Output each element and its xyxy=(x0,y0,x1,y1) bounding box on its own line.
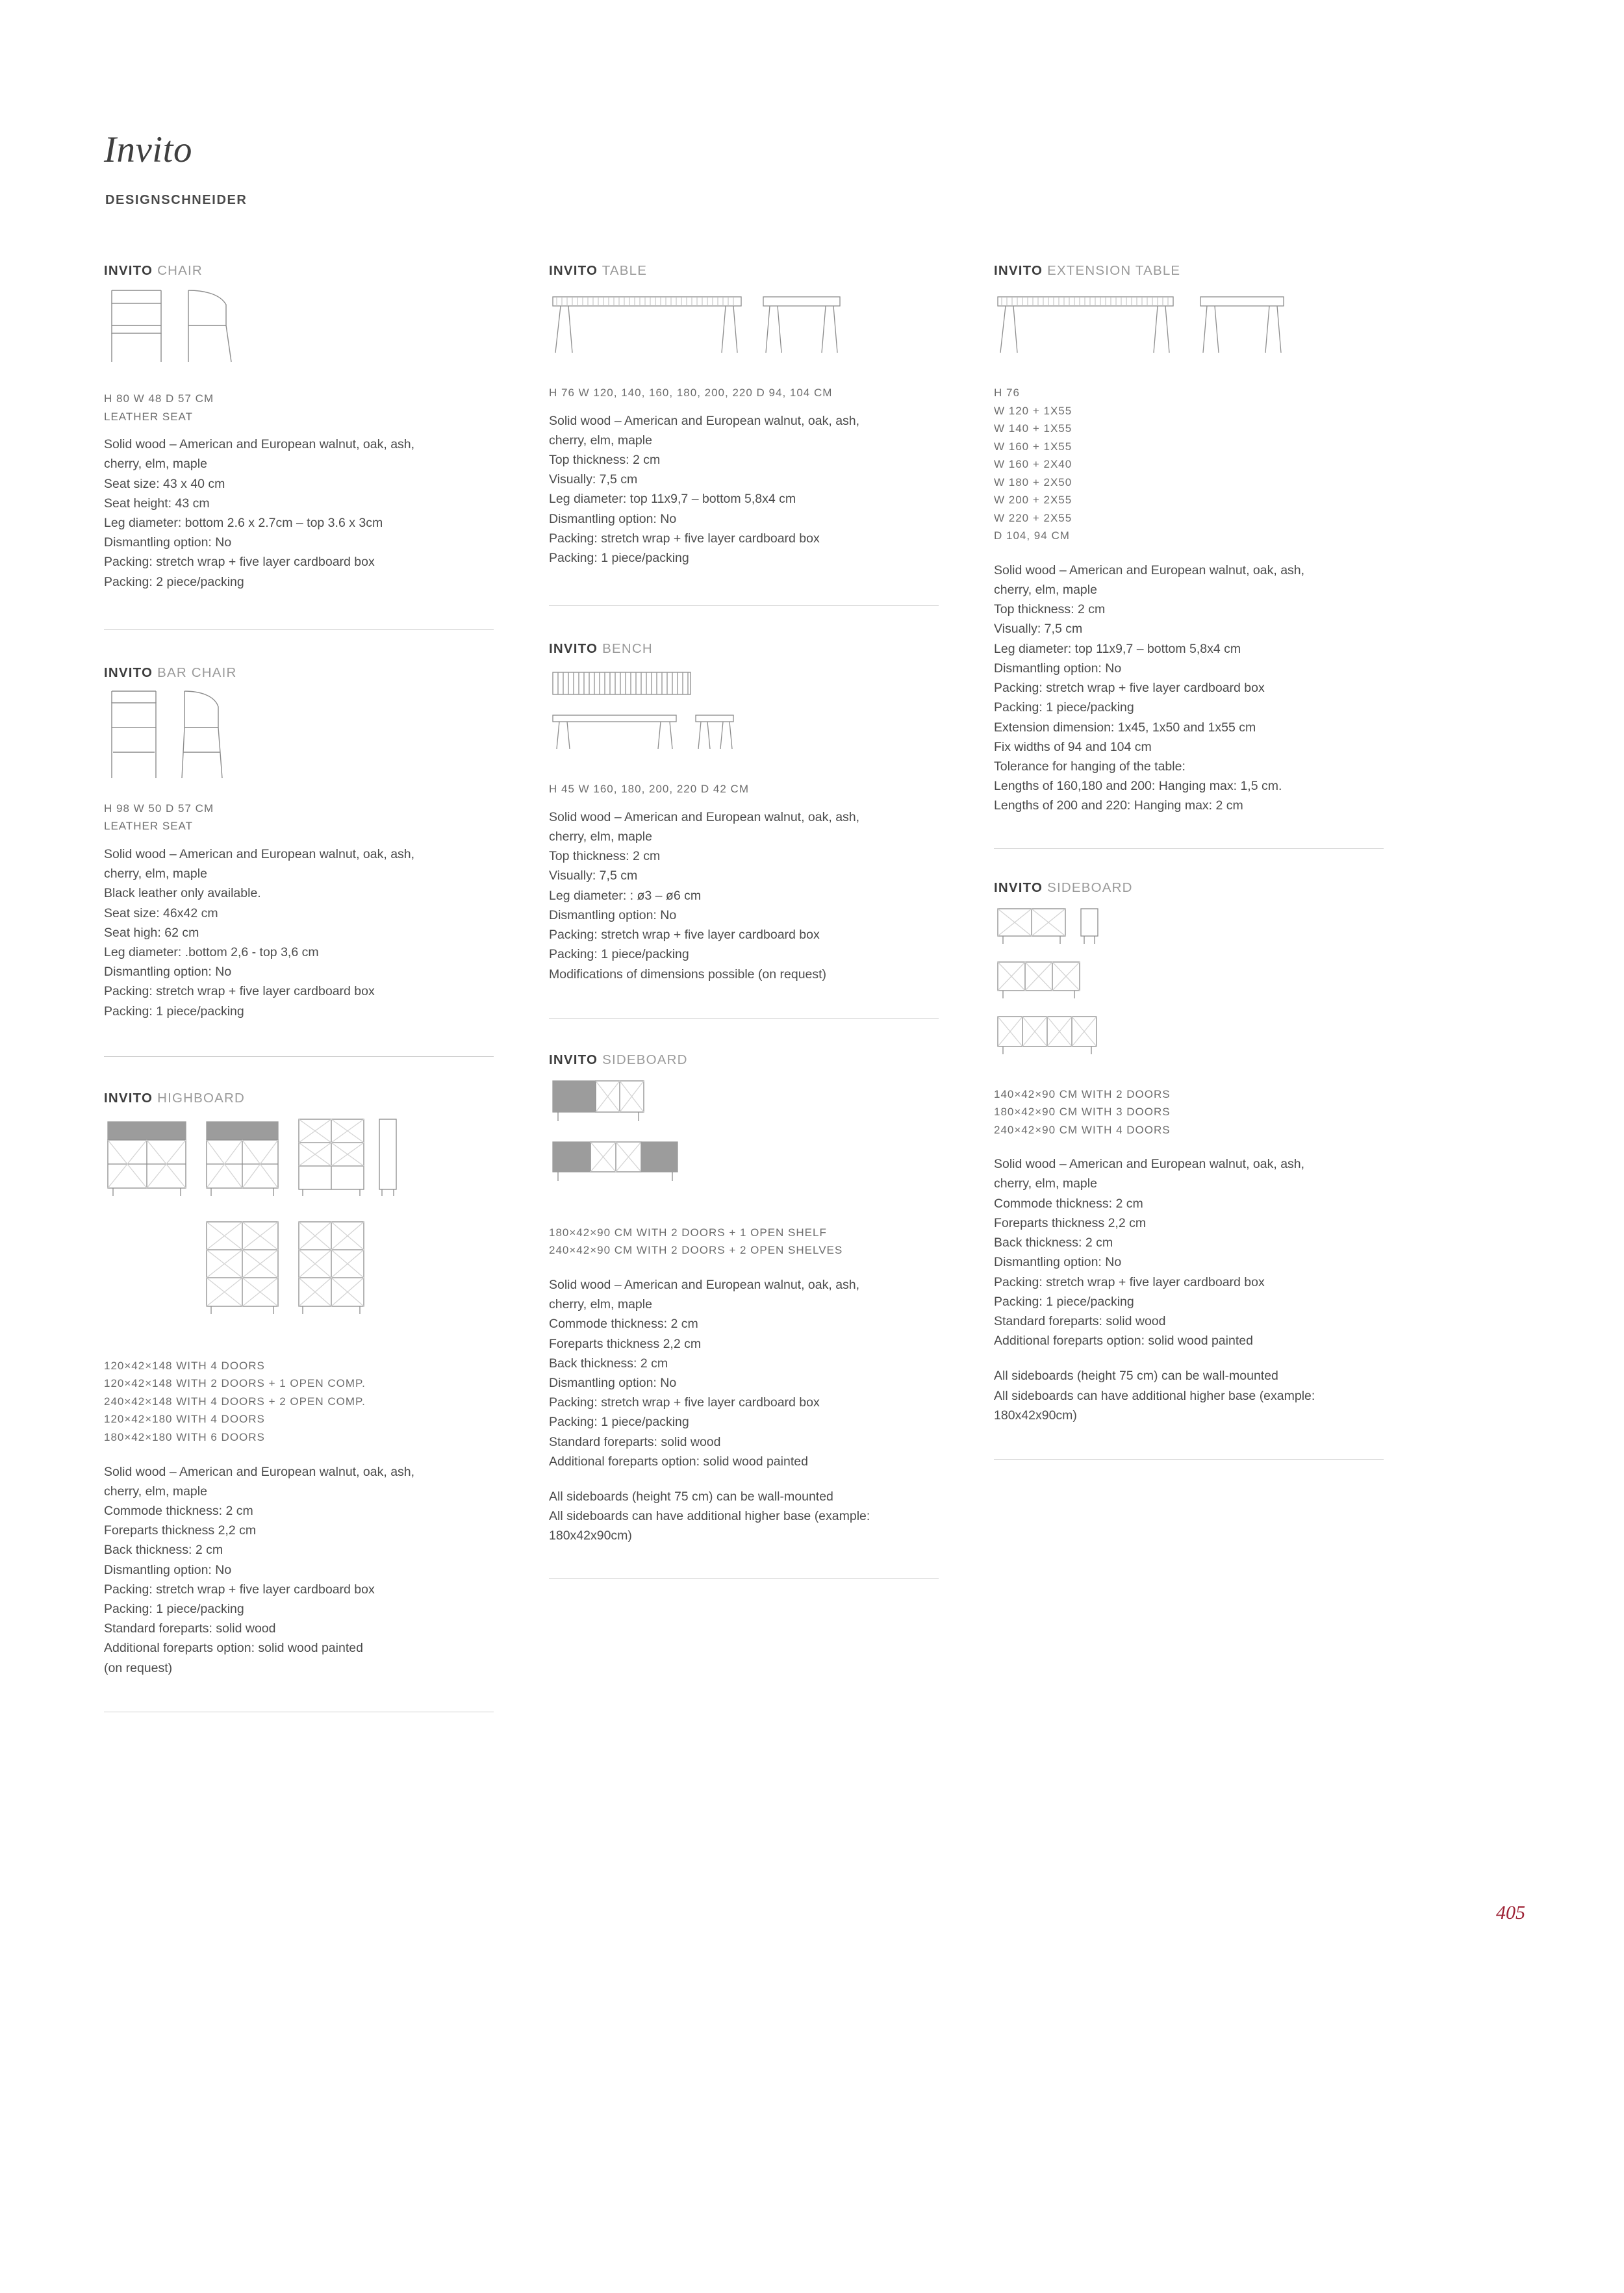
column-middle xyxy=(549,263,939,1579)
extension-table-dim-4: W 160 + 2X40 xyxy=(994,458,1072,471)
section-brand: INVITO xyxy=(104,263,153,278)
sideboard-mid-note-2: 180x42x90cm) xyxy=(549,1528,632,1543)
sideboard-mid-variant-0: 180×42×90 CM WITH 2 DOORS + 1 OPEN SHELF xyxy=(549,1226,827,1239)
sideboard-right-note-1: All sideboards can have additional higher base (example: xyxy=(994,1388,1315,1403)
highboard-spec-0: Solid wood – American and European walnut, oak, ash, xyxy=(104,1464,415,1479)
bar-chair-spec-1: cherry, elm, maple xyxy=(104,867,207,881)
highboard-variant-2: 240×42×148 WITH 4 DOORS + 2 OPEN COMP. xyxy=(104,1395,366,1408)
bar-chair-spec-2: Black leather only available. xyxy=(104,886,261,901)
extension-table-spec-5: Dismantling option: No xyxy=(994,661,1122,676)
sideboard-mid-note-0: All sideboards (height 75 cm) can be wall-mounted xyxy=(549,1489,833,1504)
divider xyxy=(549,1578,939,1579)
chair-dimensions: H 80 W 48 D 57 CM xyxy=(104,392,214,405)
section-heading-extension-table xyxy=(994,263,1384,279)
highboard-spec-1: cherry, elm, maple xyxy=(104,1484,207,1499)
bar-chair-spec-4: Seat high: 62 cm xyxy=(104,925,199,940)
extension-table-spec-2: Top thickness: 2 cm xyxy=(994,602,1106,617)
highboard-spec-2: Commode thickness: 2 cm xyxy=(104,1503,253,1518)
extension-table-dim-0: H 76 xyxy=(994,386,1020,399)
figure-extension-table xyxy=(994,285,1384,370)
sideboard-mid-spec-7: Packing: 1 piece/packing xyxy=(549,1415,689,1430)
extension-table-dim-5: W 180 + 2X50 xyxy=(994,475,1072,488)
section-table xyxy=(549,263,939,568)
sideboard-right-spec-6: Packing: stretch wrap + five layer cardboard box xyxy=(994,1274,1265,1289)
table-spec-3: Visually: 7,5 cm xyxy=(549,472,638,487)
section-brand: INVITO xyxy=(104,665,153,680)
figure-highboard xyxy=(104,1113,494,1347)
section-heading-bench xyxy=(549,641,939,657)
figure-sideboard-right xyxy=(994,902,1384,1078)
sideboard-mid-spec-8: Standard foreparts: solid wood xyxy=(549,1434,721,1449)
sideboard-right-spec-0: Solid wood – American and European walnut, oak, ash, xyxy=(994,1157,1305,1172)
bench-dimensions: H 45 W 160, 180, 200, 220 D 42 CM xyxy=(549,783,749,796)
section-brand: INVITO xyxy=(549,263,598,278)
sideboard-right-spec-8: Standard foreparts: solid wood xyxy=(994,1313,1166,1328)
figure-bar-chair xyxy=(104,687,494,788)
bar-chair-spec-6: Dismantling option: No xyxy=(104,965,232,980)
column-left xyxy=(104,263,494,1712)
chair-spec-6: Packing: stretch wrap + five layer cardboard box xyxy=(104,555,375,570)
sideboard-mid-spec-1: cherry, elm, maple xyxy=(549,1297,652,1312)
highboard-variant-0: 120×42×148 WITH 4 DOORS xyxy=(104,1359,265,1372)
section-brand: INVITO xyxy=(994,263,1043,278)
sideboard-mid-variant-1: 240×42×90 CM WITH 2 DOORS + 2 OPEN SHELVES xyxy=(549,1244,843,1257)
sideboard-right-spec-9: Additional foreparts option: solid wood painted xyxy=(994,1334,1253,1349)
section-bar-chair xyxy=(104,665,494,1021)
sideboard-right-variant-0: 140×42×90 CM WITH 2 DOORS xyxy=(994,1087,1171,1100)
extension-table-spec-0: Solid wood – American and European walnut, oak, ash, xyxy=(994,563,1305,577)
section-chair xyxy=(104,263,494,592)
section-brand: INVITO xyxy=(549,641,598,657)
bench-spec-3: Visually: 7,5 cm xyxy=(549,868,638,883)
extension-table-dim-8: D 104, 94 CM xyxy=(994,529,1070,542)
section-bench xyxy=(549,641,939,984)
bar-chair-spec-7: Packing: stretch wrap + five layer cardboard box xyxy=(104,984,375,999)
sideboard-right-note-2: 180x42x90cm) xyxy=(994,1408,1077,1423)
extension-table-spec-8: Extension dimension: 1x45, 1x50 and 1x55 cm xyxy=(994,720,1256,735)
chair-spec-4: Leg diameter: bottom 2.6 x 2.7cm – top 3.6 x 3cm xyxy=(104,515,383,530)
section-name: SIDEBOARD xyxy=(1047,880,1133,895)
highboard-spec-9: Additional foreparts option: solid wood painted xyxy=(104,1641,363,1656)
section-sideboard-right xyxy=(994,880,1384,1460)
figure-table xyxy=(549,285,939,370)
sideboard-mid-note-1: All sideboards can have additional higher base (example: xyxy=(549,1509,870,1524)
chair-spec-2: Seat size: 43 x 40 cm xyxy=(104,476,225,491)
highboard-variant-4: 180×42×180 WITH 6 DOORS xyxy=(104,1430,265,1443)
highboard-spec-5: Dismantling option: No xyxy=(104,1562,232,1577)
chair-dimensions-2: LEATHER SEAT xyxy=(104,410,194,423)
bench-spec-8: Modifications of dimensions possible (on request) xyxy=(549,967,827,982)
sideboard-mid-spec-9: Additional foreparts option: solid wood painted xyxy=(549,1454,808,1469)
extension-table-spec-4: Leg diameter: top 11x9,7 – bottom 5,8x4 cm xyxy=(994,641,1241,656)
table-spec-5: Dismantling option: No xyxy=(549,511,677,526)
highboard-spec-7: Packing: 1 piece/packing xyxy=(104,1602,244,1617)
divider xyxy=(994,1459,1384,1460)
bench-spec-0: Solid wood – American and European walnut, oak, ash, xyxy=(549,809,860,824)
sideboard-right-spec-7: Packing: 1 piece/packing xyxy=(994,1294,1134,1309)
bar-chair-spec-0: Solid wood – American and European walnut, oak, ash, xyxy=(104,846,415,861)
section-heading-chair xyxy=(104,263,494,279)
section-highboard xyxy=(104,1091,494,1712)
extension-table-dim-3: W 160 + 1X55 xyxy=(994,440,1072,453)
section-extension-table xyxy=(994,263,1384,816)
table-spec-2: Top thickness: 2 cm xyxy=(549,452,661,467)
chair-spec-7: Packing: 2 piece/packing xyxy=(104,574,244,589)
figure-bench xyxy=(549,663,939,774)
highboard-variant-3: 120×42×180 WITH 4 DOORS xyxy=(104,1413,265,1426)
bar-chair-spec-3: Seat size: 46x42 cm xyxy=(104,906,218,920)
bar-chair-spec-5: Leg diameter: .bottom 2,6 - top 3,6 cm xyxy=(104,944,319,959)
extension-table-spec-12: Lengths of 200 and 220: Hanging max: 2 cm xyxy=(994,798,1243,813)
sideboard-mid-spec-6: Packing: stretch wrap + five layer cardboard box xyxy=(549,1395,820,1410)
extension-table-spec-3: Visually: 7,5 cm xyxy=(994,622,1083,637)
extension-table-dim-7: W 220 + 2X55 xyxy=(994,511,1072,524)
sideboard-mid-spec-3: Foreparts thickness 2,2 cm xyxy=(549,1336,702,1351)
section-name: BENCH xyxy=(602,641,653,657)
extension-table-spec-10: Tolerance for hanging of the table: xyxy=(994,759,1186,774)
page-number: 405 xyxy=(1496,1902,1525,1923)
sideboard-right-note-0: All sideboards (height 75 cm) can be wall-mounted xyxy=(994,1369,1278,1384)
designer-name: DESIGNSCHNEIDER xyxy=(105,193,247,207)
extension-table-dim-1: W 120 + 1X55 xyxy=(994,404,1072,417)
highboard-spec-3: Foreparts thickness 2,2 cm xyxy=(104,1523,257,1538)
table-spec-0: Solid wood – American and European walnut, oak, ash, xyxy=(549,413,860,428)
section-heading-highboard xyxy=(104,1091,494,1106)
extension-table-spec-6: Packing: stretch wrap + five layer cardboard box xyxy=(994,681,1265,696)
section-heading-sideboard-middle xyxy=(549,1052,939,1068)
section-name: BAR CHAIR xyxy=(157,665,237,680)
bench-spec-1: cherry, elm, maple xyxy=(549,830,652,844)
figure-chair xyxy=(104,285,494,373)
table-dimensions: H 76 W 120, 140, 160, 180, 200, 220 D 94, 104 CM xyxy=(549,386,833,399)
sideboard-mid-spec-2: Commode thickness: 2 cm xyxy=(549,1317,698,1332)
figure-sideboard-middle xyxy=(549,1074,939,1217)
highboard-spec-10: (on request) xyxy=(104,1660,173,1675)
sideboard-right-spec-4: Back thickness: 2 cm xyxy=(994,1235,1113,1250)
section-brand: INVITO xyxy=(549,1052,598,1067)
section-heading-bar-chair xyxy=(104,665,494,681)
bench-spec-7: Packing: 1 piece/packing xyxy=(549,947,689,962)
sideboard-mid-spec-5: Dismantling option: No xyxy=(549,1375,677,1390)
highboard-spec-4: Back thickness: 2 cm xyxy=(104,1543,223,1558)
highboard-spec-8: Standard foreparts: solid wood xyxy=(104,1621,276,1636)
highboard-variant-1: 120×42×148 WITH 2 DOORS + 1 OPEN COMP. xyxy=(104,1377,366,1390)
table-spec-1: cherry, elm, maple xyxy=(549,433,652,448)
chair-spec-5: Dismantling option: No xyxy=(104,535,232,550)
extension-table-spec-9: Fix widths of 94 and 104 cm xyxy=(994,739,1152,754)
highboard-spec-6: Packing: stretch wrap + five layer cardboard box xyxy=(104,1582,375,1597)
extension-table-dim-2: W 140 + 1X55 xyxy=(994,422,1072,435)
section-brand: INVITO xyxy=(994,880,1043,895)
section-brand: INVITO xyxy=(104,1090,153,1106)
extension-table-spec-1: cherry, elm, maple xyxy=(994,583,1097,597)
sideboard-right-spec-1: cherry, elm, maple xyxy=(994,1176,1097,1191)
sideboard-right-spec-5: Dismantling option: No xyxy=(994,1255,1122,1270)
sideboard-right-variant-2: 240×42×90 CM WITH 4 DOORS xyxy=(994,1123,1171,1136)
section-name: TABLE xyxy=(602,263,648,278)
extension-table-spec-11: Lengths of 160,180 and 200: Hanging max: 1,5 cm. xyxy=(994,779,1282,794)
extension-table-spec-7: Packing: 1 piece/packing xyxy=(994,700,1134,715)
section-name: CHAIR xyxy=(157,263,203,278)
section-name: EXTENSION TABLE xyxy=(1047,263,1181,278)
section-name: SIDEBOARD xyxy=(602,1052,688,1067)
bar-chair-dimensions: H 98 W 50 D 57 CM xyxy=(104,802,214,815)
section-heading-sideboard-right xyxy=(994,880,1384,896)
sideboard-right-spec-3: Foreparts thickness 2,2 cm xyxy=(994,1215,1147,1230)
bench-spec-2: Top thickness: 2 cm xyxy=(549,849,661,864)
extension-table-dim-6: W 200 + 2X55 xyxy=(994,494,1072,507)
bench-spec-5: Dismantling option: No xyxy=(549,907,677,922)
table-spec-6: Packing: stretch wrap + five layer cardboard box xyxy=(549,531,820,546)
sideboard-mid-spec-0: Solid wood – American and European walnut, oak, ash, xyxy=(549,1277,860,1292)
bench-spec-4: Leg diameter: : ø3 – ø6 cm xyxy=(549,888,702,903)
column-right xyxy=(994,263,1384,1460)
sideboard-mid-spec-4: Back thickness: 2 cm xyxy=(549,1356,668,1371)
chair-spec-0: Solid wood – American and European walnut, oak, ash, xyxy=(104,437,415,452)
section-sideboard-middle xyxy=(549,1052,939,1579)
table-spec-4: Leg diameter: top 11x9,7 – bottom 5,8x4 cm xyxy=(549,492,796,507)
chair-spec-3: Seat height: 43 cm xyxy=(104,496,210,511)
page-title: Invito xyxy=(104,129,192,170)
bench-spec-6: Packing: stretch wrap + five layer cardboard box xyxy=(549,928,820,943)
section-name: HIGHBOARD xyxy=(157,1090,246,1106)
bar-chair-dimensions-2: LEATHER SEAT xyxy=(104,820,194,833)
sideboard-right-spec-2: Commode thickness: 2 cm xyxy=(994,1196,1143,1211)
sideboard-right-variant-1: 180×42×90 CM WITH 3 DOORS xyxy=(994,1106,1171,1119)
chair-spec-1: cherry, elm, maple xyxy=(104,457,207,472)
table-spec-7: Packing: 1 piece/packing xyxy=(549,551,689,566)
section-heading-table xyxy=(549,263,939,279)
bar-chair-spec-8: Packing: 1 piece/packing xyxy=(104,1004,244,1019)
